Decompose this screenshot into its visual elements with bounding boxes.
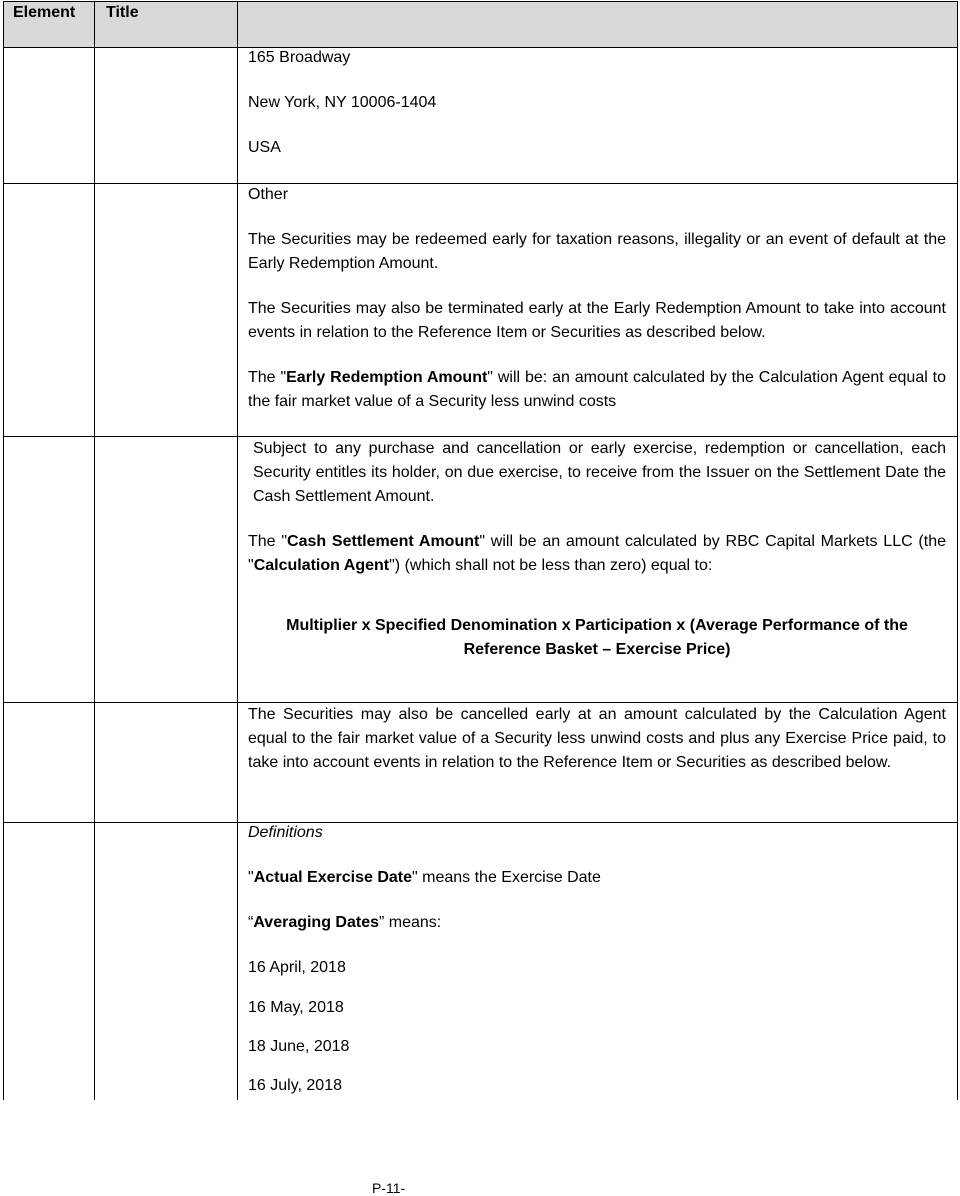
cash-settlement-para-1: Subject to any purchase and cancellation or early exercise, redemption or cancellation, each Security entitles its holder, on due exercise, to receive from the Issuer on the Settlement Date the Cash Settlement Amount. (253, 440, 946, 505)
formula-line-1: Multiplier x Specified Denomination x Participation x (Average Performance of the (286, 617, 908, 634)
text-run: “ (248, 914, 254, 931)
formula (248, 614, 946, 662)
table-header (3, 1, 957, 47)
other-label-wrap (248, 183, 946, 207)
term-averaging-dates: Averaging Dates (253, 914, 379, 931)
address-line-2: New York, NY 10006-1404 (248, 94, 437, 111)
cash-settlement-para-2 (248, 530, 946, 578)
text-run: The " (248, 369, 287, 386)
header-element: Element (13, 4, 76, 21)
address-line-2-wrap (248, 91, 946, 115)
table-border-top (3, 1, 958, 2)
formula-line-2: Reference Basket – Exercise Price) (463, 641, 731, 658)
text-run: " will be an amount calculated by RBC Capital Markets LLC (the " (248, 533, 946, 574)
text-run: ” means: (379, 914, 442, 931)
early-redemption-para-1: The Securities may be redeemed early for taxation reasons, illegality or an event of default at the Early Redemption Amount. (248, 231, 946, 272)
table-border-left (3, 1, 4, 1100)
column-divider-2 (237, 1, 238, 1100)
averaging-date-item: 16 April, 2018 (248, 959, 346, 976)
column-divider-1 (94, 1, 95, 1100)
term-actual-exercise-date: Actual Exercise Date (253, 869, 412, 886)
address-block (248, 46, 946, 70)
averaging-date-item: 18 June, 2018 (248, 1038, 350, 1055)
averaging-dates-def (248, 911, 946, 935)
averaging-date-item: 16 July, 2018 (248, 1077, 342, 1094)
term-cash-settlement-amount: Cash Settlement Amount (287, 533, 480, 550)
other-label: Other (248, 186, 289, 203)
term-early-redemption-amount: Early Redemption Amount (286, 369, 488, 386)
table-border-right (957, 1, 958, 1100)
early-redemption-para-3 (248, 366, 946, 414)
averaging-date-item: 16 May, 2018 (248, 999, 344, 1016)
early-redemption-para-2: The Securities may also be terminated early at the Early Redemption Amount to take into account events in relation to the Reference Item or Securities as described below. (248, 300, 946, 341)
term-calculation-agent: Calculation Agent (253, 557, 390, 574)
text-run: " will be: an amount calculated by the Calculation Agent equal to the fair market value of a Security less unwind costs (248, 369, 946, 410)
early-cancellation-para: The Securities may also be cancelled early at an amount calculated by the Calculation Agent equal to the fair market value of a Security less unwind costs and plus any Exercise Price paid, to take into account events in relation to the Reference Item or Securities as described below. (248, 706, 946, 771)
text-run: " (248, 869, 254, 886)
address-line-3: USA (248, 139, 281, 156)
actual-exercise-date-def (248, 866, 946, 890)
text-run: ") (which shall not be less than zero) equal to: (389, 557, 713, 574)
definitions-heading-wrap (248, 821, 946, 845)
text-run: " means the Exercise Date (412, 869, 601, 886)
definitions-heading: Definitions (248, 824, 323, 841)
text-run: The " (248, 533, 288, 550)
address-line-1: 165 Broadway (248, 49, 351, 66)
address-line-3-wrap (248, 136, 946, 160)
header-title: Title (106, 4, 139, 21)
page-number: P-11- (372, 1180, 406, 1196)
